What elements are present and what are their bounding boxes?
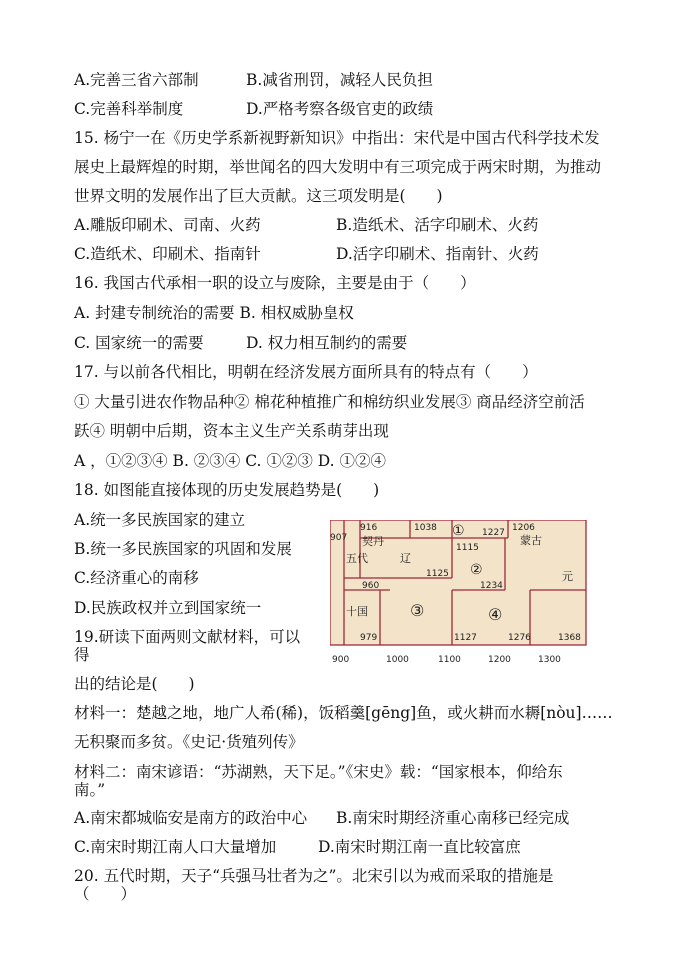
q18-option-d: D.民族政权并立到国家统一: [74, 599, 262, 617]
q15-option-c: C.造纸术、印刷术、指南针: [74, 245, 261, 263]
year-1227: 1227: [482, 528, 505, 538]
year-979: 979: [360, 633, 378, 643]
axis-tick-1100: 1100: [438, 655, 461, 665]
q16-options-row1: A. 封建专制统治的需要 B. 相权威胁皇权: [74, 304, 354, 322]
label-wudai: 五代: [346, 552, 368, 565]
q15-option-a: A.雕版印刷术、司南、火药: [74, 216, 261, 234]
year-1234: 1234: [480, 581, 503, 591]
q19-option-b: B.南宋时期经济重心南移已经完成: [336, 809, 570, 827]
q16-option-d: D. 权力相互制约的需要: [246, 334, 408, 352]
axis-tick-900: 900: [332, 655, 350, 665]
year-960: 960: [362, 581, 380, 591]
q17-options: A ，①②③④ B. ②③④ C. ①②③ D. ①②④: [74, 452, 387, 470]
q19-stem-line3: 出的结论是( ): [74, 675, 195, 693]
year-1276: 1276: [508, 633, 531, 643]
year-1125: 1125: [426, 569, 449, 579]
label-yuan: 元: [562, 570, 573, 583]
q19-material1-line1: 材料一：楚越之地，地广人希(稀)，饭稻羹[gēng]鱼，或火耕而水耨[nòu]……: [74, 704, 613, 722]
q19-material2-line1: 材料二：南宋谚语：“苏湖熟，天下足。”《宋史》载：“国家根本，仰给东: [74, 763, 563, 781]
q17-stem: 17. 与以前各代相比，明朝在经济发展方面所具有的特点有（ ）: [74, 363, 538, 381]
label-circle-4: ④: [488, 605, 503, 624]
q18-option-c: C.经济重心的南移: [74, 569, 199, 587]
label-circle-3: ③: [410, 601, 425, 620]
dynasty-timeline-chart: [330, 520, 590, 670]
q18-option-a: A.统一多民族国家的建立: [74, 511, 246, 529]
label-qidan: 契丹: [362, 535, 384, 548]
q19-option-a: A.南宋都城临安是南方的政治中心: [74, 809, 308, 827]
q17-items-line2: 跃④ 明朝中后期，资本主义生产关系萌芽出现: [74, 422, 389, 440]
year-907: 907: [330, 533, 348, 543]
year-1206: 1206: [512, 523, 535, 533]
q16-option-c: C. 国家统一的需要: [74, 334, 204, 352]
label-circle-1: ①: [452, 523, 465, 539]
label-circle-2: ②: [470, 562, 483, 578]
q19-stem-line2: 得: [74, 646, 90, 664]
q20-stem-line2: （ ）: [74, 885, 137, 903]
year-1127: 1127: [454, 633, 477, 643]
q15-option-b: B.造纸术、活字印刷术、火药: [336, 216, 539, 234]
q14-option-c: C.完善科举制度: [74, 100, 184, 118]
q20-stem-line1: 20. 五代时期，天子“兵强马壮者为之”。北宋引以为戒而采取的措施是: [74, 867, 554, 885]
year-1115: 1115: [456, 543, 479, 553]
q15-stem-line3: 世界文明的发展作出了巨大贡献。这三项发明是( ): [74, 187, 443, 205]
q15-stem-line1: 15. 杨宁一在《历史学系新视野新知识》中指出：宋代是中国古代科学技术发: [74, 129, 600, 147]
q16-stem: 16. 我国古代承相一职的设立与废除，主要是由于（ ）: [74, 274, 476, 292]
q14-option-a: A.完善三省六部制: [74, 71, 199, 89]
label-shiguo: 十国: [346, 605, 368, 618]
q15-stem-line2: 展史上最辉煌的时期，举世闻名的四大发明中有三项完成于两宋时期，为推动: [74, 158, 602, 176]
axis-tick-1200: 1200: [488, 655, 511, 665]
q19-material1-line2: 无积聚而多贫。《史记·货殖列传》: [74, 733, 304, 751]
q19-option-c: C.南宋时期江南人口大量增加: [74, 838, 277, 856]
year-916: 916: [360, 523, 378, 533]
q17-items-line1: ① 大量引进农作物品种② 棉花种植推广和棉纺织业发展③ 商品经济空前活: [74, 393, 585, 411]
axis-tick-1000: 1000: [386, 655, 409, 665]
label-liao: 辽: [400, 552, 411, 565]
q15-option-d: D.活字印刷术、指南针、火药: [336, 245, 539, 263]
axis-tick-1300: 1300: [538, 655, 561, 665]
year-1368: 1368: [558, 633, 581, 643]
q19-stem-line1: 19.研读下面两则文献材料，可以: [74, 628, 301, 646]
year-1038: 1038: [414, 523, 437, 533]
q18-stem: 18. 如图能直接体现的历史发展趋势是( ): [74, 481, 380, 499]
q14-option-b: B.减省刑罚，减轻人民负担: [246, 71, 433, 89]
dynasty-timeline-svg: [330, 520, 590, 670]
q19-material2-line2: 南。”: [74, 781, 106, 799]
q18-option-b: B.统一多民族国家的巩固和发展: [74, 540, 292, 558]
q19-option-d: D.南宋时期江南一直比较富庶: [318, 838, 521, 856]
label-menggu: 蒙古: [520, 534, 542, 547]
q14-option-d: D.严格考察各级官吏的政绩: [246, 100, 434, 118]
